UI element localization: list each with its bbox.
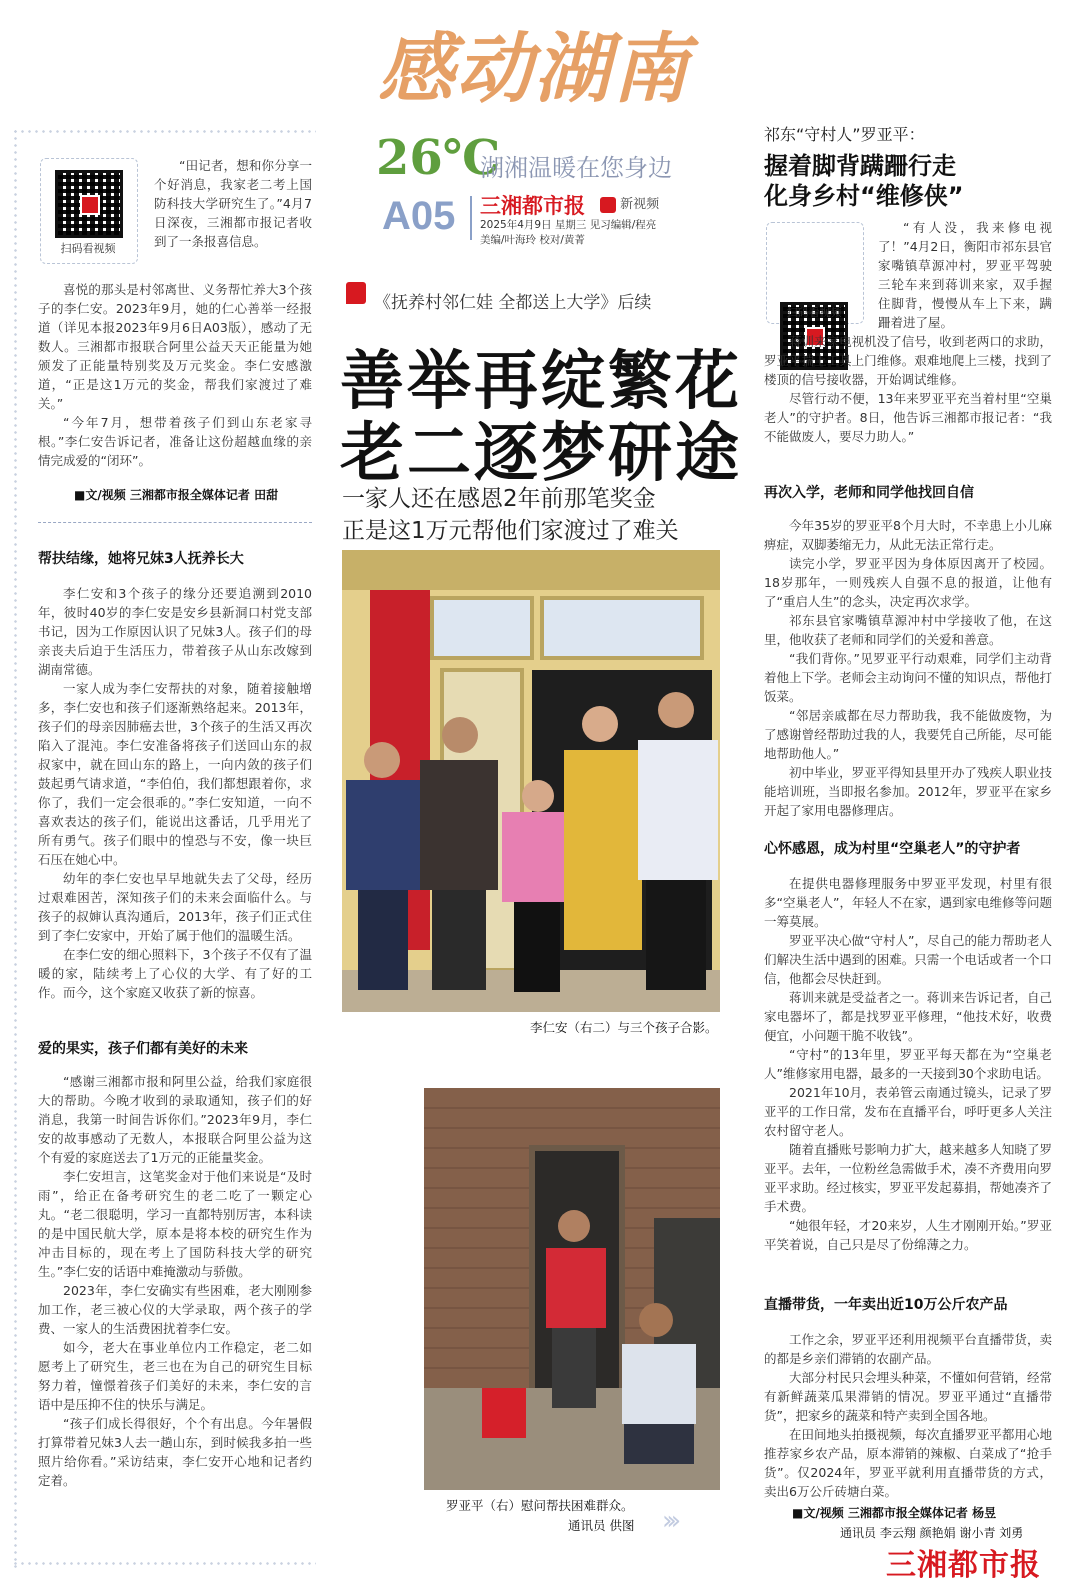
separator (38, 522, 312, 523)
left-intro (38, 280, 312, 470)
paragraph: 喜悦的那头是村邻离世、义务帮忙养大3个孩子的李仁安。2023年9月，她的仁心善举一经报道（详见本报2023年9月6日A03版），感动了无数人。三湘都市报联合阿里公益天天正能量为她颁发了正能量特别奖及万元奖金。李仁安感激道，“正是这1万元的奖金，帮我们家渡过了难关。” (38, 282, 312, 411)
paragraph: 读完小学，罗亚平因为身体原因离开了校园。18岁那年，一则残疾人自强不息的报道，让他有了“重启人生”的念头，决定再次求学。 (764, 556, 1052, 609)
video-label: 新视频 (620, 197, 660, 212)
right-intro (764, 332, 1052, 446)
paragraph: 祁东县官家嘴镇草源冲村中学接收了他，在这里，他收获了老师和同学们的关爱和善意。 (764, 613, 1052, 647)
photo1-caption: 李仁安（右二）与三个孩子合影。 (530, 1020, 718, 1035)
paragraph: 尽管行动不便，13年来罗亚平充当着村里“空巢老人”的守护者。8日，他告诉三湘都市报记者：“我不能做废人，要尽力助人。” (764, 391, 1052, 444)
paragraph: “她很年轻，才20来岁，人生才刚刚开始。”罗亚平笑着说，自己只是尽了份绵薄之力。 (764, 1218, 1052, 1252)
left-section-1 (38, 584, 312, 1002)
paragraph: 罗亚平决心做“守村人”，尽自己的能力帮助老人们解决生活中遇到的困难。只需一个电话或者一个口信，他都会尽快赶到。 (764, 933, 1052, 986)
qr-caption-right: 扫码看视频 (786, 306, 842, 319)
left-section-2 (38, 1072, 312, 1490)
divider (470, 196, 472, 240)
video-badge (600, 193, 659, 213)
left-frame-side (12, 128, 20, 1568)
helper-photo-art (424, 1088, 720, 1490)
paragraph: 在田间地头拍摄视频，每次直播罗亚平都用心地推荐家乡农产品，原本滞销的辣椒、白菜成了“抢手货”。仅2024年，罗亚平就利用直播带货的方式，卖出6万公斤砖塘白菜。 (764, 1427, 1052, 1499)
right-lead (878, 218, 1052, 332)
photo2-credit: 通讯员 供图 (568, 1518, 635, 1533)
subhead-right-3: 直播带货，一年卖出近10万公斤农产品 (764, 1297, 1008, 1313)
paragraph: 幼年的李仁安也早早地就失去了父母，经历过艰难困苦，深知孩子们的未来会面临什么。与孩子的叔婶认真沟通后，2013年，孩子们正式住到了李仁安家中，开始了属于他们的温暖生活。 (38, 871, 312, 943)
paragraph: “今年7月，想带着孩子们到山东老家寻根。”李仁安告诉记者，准备让这份超越血缘的亲情完成爱的“闭环”。 (38, 415, 312, 468)
helper-photo (424, 1088, 720, 1490)
paragraph: “感谢三湘都市报和阿里公益，给我们家庭很大的帮助。今晚才收到的录取通知，孩子们的好消息，我第一时间告诉你们。”2023年9月，李仁安的故事感动了无数人，本报联合阿里公益为这个有爱的家庭送去了1万元的正能量奖金。 (38, 1074, 312, 1165)
masthead (378, 8, 708, 118)
photo2-caption: 罗亚平（右）慰问帮扶困难群众。 (446, 1498, 634, 1513)
paragraph: 李仁安坦言，这笔奖金对于他们来说是“及时雨”，给正在备考研究生的老二吃了一颗定心丸。“老二很聪明，学习一直都特别厉害，本科读的是中国民航大学，原本是将本校的研究生作为冲击目标的，现在考上了国防科技大学的研究生。”李仁安的话语中难掩激动与骄傲。 (38, 1169, 312, 1279)
right-headline-2: 化身乡村“维修侠” (764, 182, 964, 210)
headline-line-1: 善举再绽繁花 (340, 344, 742, 419)
video-logo-icon (600, 197, 616, 213)
byline-right: ■文/视频 三湘都市报全媒体记者 杨昱 (792, 1506, 997, 1520)
paragraph: 在李仁安的细心照料下，3个孩子不仅有了温暖的家，陆续考上了心仪的大学、有了好的工作。而今，这个家庭又收获了新的惊喜。 (38, 947, 312, 1000)
left-lead (154, 156, 312, 251)
lead-paragraph: “田记者，想和你分享一个好消息，我家老二考上国防科技大学研究生了。”4月7日深夜，三湘都市报记者收到了一条报喜信息。 (154, 158, 312, 249)
family-photo (342, 550, 720, 1012)
footer-brand: 三湘都市报 (886, 1548, 1041, 1583)
chevron-arrows-icon: ››› (662, 1506, 676, 1536)
temperature: 26℃ (376, 130, 501, 186)
deck-line-2: 正是这1万元帮他们家渡过了难关 (342, 518, 679, 544)
kicker-center: 《抚养村邻仁娃 全都送上大学》后续 (374, 293, 652, 313)
right-headline-1: 握着脚背蹒跚行走 (764, 152, 956, 180)
paragraph: “邻居亲戚都在尽力帮助我，我不能做废物，为了感谢曾经帮助过我的人，我要凭自己所能，尽可能地帮助他人。” (764, 708, 1052, 761)
left-frame-bottom (12, 1560, 316, 1568)
deck-line-1: 一家人还在感恩2年前那笔奖金 (342, 486, 656, 512)
page-number: A05 (382, 194, 456, 238)
column-title: 感动湖南 (378, 24, 690, 113)
paragraph: 随着直播账号影响力扩大，越来越多人知晓了罗亚平。去年，一位粉丝急需做手术，凑不齐费用向罗亚平求助。经过核实，罗亚平发起募捐，帮她凑齐了手术费。 (764, 1142, 1052, 1214)
editor-meta: 美编/叶海玲 校对/黄菁 (480, 234, 585, 246)
paragraph: 2023年，李仁安确实有些困难，老大刚刚参加工作，老三被心仪的大学录取，两个孩子的学费、一家人的生活费困扰着李仁安。 (38, 1283, 312, 1336)
left-frame-top (12, 128, 316, 136)
paragraph: 工作之余，罗亚平还利用视频平台直播带货，卖的都是乡亲们滞销的农副产品。 (764, 1332, 1052, 1366)
subhead-left-2: 爱的果实，孩子们都有美好的未来 (38, 1041, 248, 1057)
issue-meta: 2025年4月9日 星期三 见习编辑/程亮 (480, 219, 657, 231)
paragraph: 在提供电器修理服务中罗亚平发现，村里有很多“空巢老人”，年轻人不在家，遇到家电维修等问题一筹莫展。 (764, 876, 1052, 929)
kicker-right: 祁东“守村人”罗亚平： (764, 125, 925, 144)
paragraph: 大部分村民只会埋头种菜，不懂如何营销，经常有新鲜蔬菜瓜果滞销的情况。罗亚平通过“直播带货”，把家乡的蔬菜和特产卖到全国各地。 (764, 1370, 1052, 1423)
right-section-2 (764, 874, 1052, 1254)
paragraph: 如今，老大在事业单位内工作稳定，老二如愿考上了研究生，老三也在为自己的研究生目标努力着，憧憬着孩子们美好的未来，李仁安的言语中是压抑不住的快乐与满足。 (38, 1340, 312, 1412)
paragraph: 李仁安和3个孩子的缘分还要追溯到2010年，彼时40岁的李仁安是安乡县新洞口村党支部书记，因为工作原因认识了兄妹3人。孩子们的母亲丧夫后迫于生活压力，带着孩子从山东改嫁到湖南常德。 (38, 586, 312, 677)
slogan: 湖湘温暖在您身边 (480, 154, 672, 182)
subhead-left-1: 帮扶结缘，她将兄妹3人抚养长大 (38, 551, 244, 567)
paper-name: 三湘都市报 (480, 194, 585, 218)
byline-left: ■文/视频 三湘都市报全媒体记者 田甜 (74, 488, 279, 502)
paragraph: 初中毕业，罗亚平得知县里开办了残疾人职业技能培训班，当即报名参加。2012年，罗亚平在家乡开起了家用电器修理店。 (764, 765, 1052, 818)
right-section-1 (764, 516, 1052, 820)
right-section-3 (764, 1330, 1052, 1501)
byline-right-2: 通讯员 李云翔 颜艳娟 谢小青 刘勇 (840, 1526, 1024, 1540)
paragraph: 今年35岁的罗亚平8个月大时，不幸患上小儿麻痹症，双脚萎缩无力，从此无法正常行走。 (764, 518, 1052, 552)
paragraph: “守村”的13年里，罗亚平每天都在为“空巢老人”维修家用电器，最多的一天接到30个求助电话。 (764, 1047, 1052, 1081)
subhead-right-2: 心怀感恩，成为村里“空巢老人”的守护者 (764, 841, 1021, 857)
paragraph: 蒋训来家电视机没了信号，收到老两口的求助，罗亚平揣上工具上门维修。艰难地爬上三楼，找到了楼顶的信号接收器，开始调试维修。 (764, 334, 1052, 387)
qr-caption-left: 扫码看视频 (60, 242, 116, 255)
paragraph: “孩子们成长得很好，个个有出息。今年暑假打算带着兄妹3人去一趟山东，到时候我多拍一些照片给你看。”采访结束，李仁安开心地和记者约定着。 (38, 1416, 312, 1488)
paragraph: 蒋训来就是受益者之一。蒋训来告诉记者，自己家电器坏了，都是找罗亚平修理，“他技术好，收费便宜，小问题干脆不收钱”。 (764, 990, 1052, 1043)
paragraph: “我们背你。”见罗亚平行动艰难，同学们主动背着他上下学。老师会主动询问不懂的知识点，帮他打饭菜。 (764, 651, 1052, 704)
paragraph: 2021年10月，表弟管云南通过镜头，记录了罗亚平的工作日常，发布在直播平台，呼吁更多人关注农村留守老人。 (764, 1085, 1052, 1138)
family-photo-art (342, 550, 720, 1012)
quote-icon (346, 282, 366, 304)
subhead-right-1: 再次入学，老师和同学他找回自信 (764, 485, 974, 501)
paragraph: 一家人成为李仁安帮扶的对象，随着接触增多，李仁安也和孩子们逐渐熟络起来。2013年，孩子们的母亲因肺癌去世，3个孩子的生活又再次陷入了混沌。李仁安准备将孩子们送回山东的叔叔家中，就在回山东的路上，一向内敛的孩子们鼓起勇气请求道，“李伯伯，我们都想跟着你，求你了，我们一定会很乖的。”李仁安知道，一向不喜欢表达的孩子们，能说出这番话，几乎用光了所有勇气。孩子们眼中的惶恐与不安，像一块巨石压在她心中。 (38, 681, 312, 867)
qr-code-left[interactable] (55, 170, 123, 238)
lead-paragraph: “有人没，我来修电视了！”4月2日，衡阳市祁东县官家嘴镇草源冲村，罗亚平驾驶三轮车来到蒋训来家，双手握住脚背，慢慢从车上下来，蹒跚着进了屋。 (878, 220, 1052, 330)
headline-line-2: 老二逐梦研途 (340, 416, 742, 491)
